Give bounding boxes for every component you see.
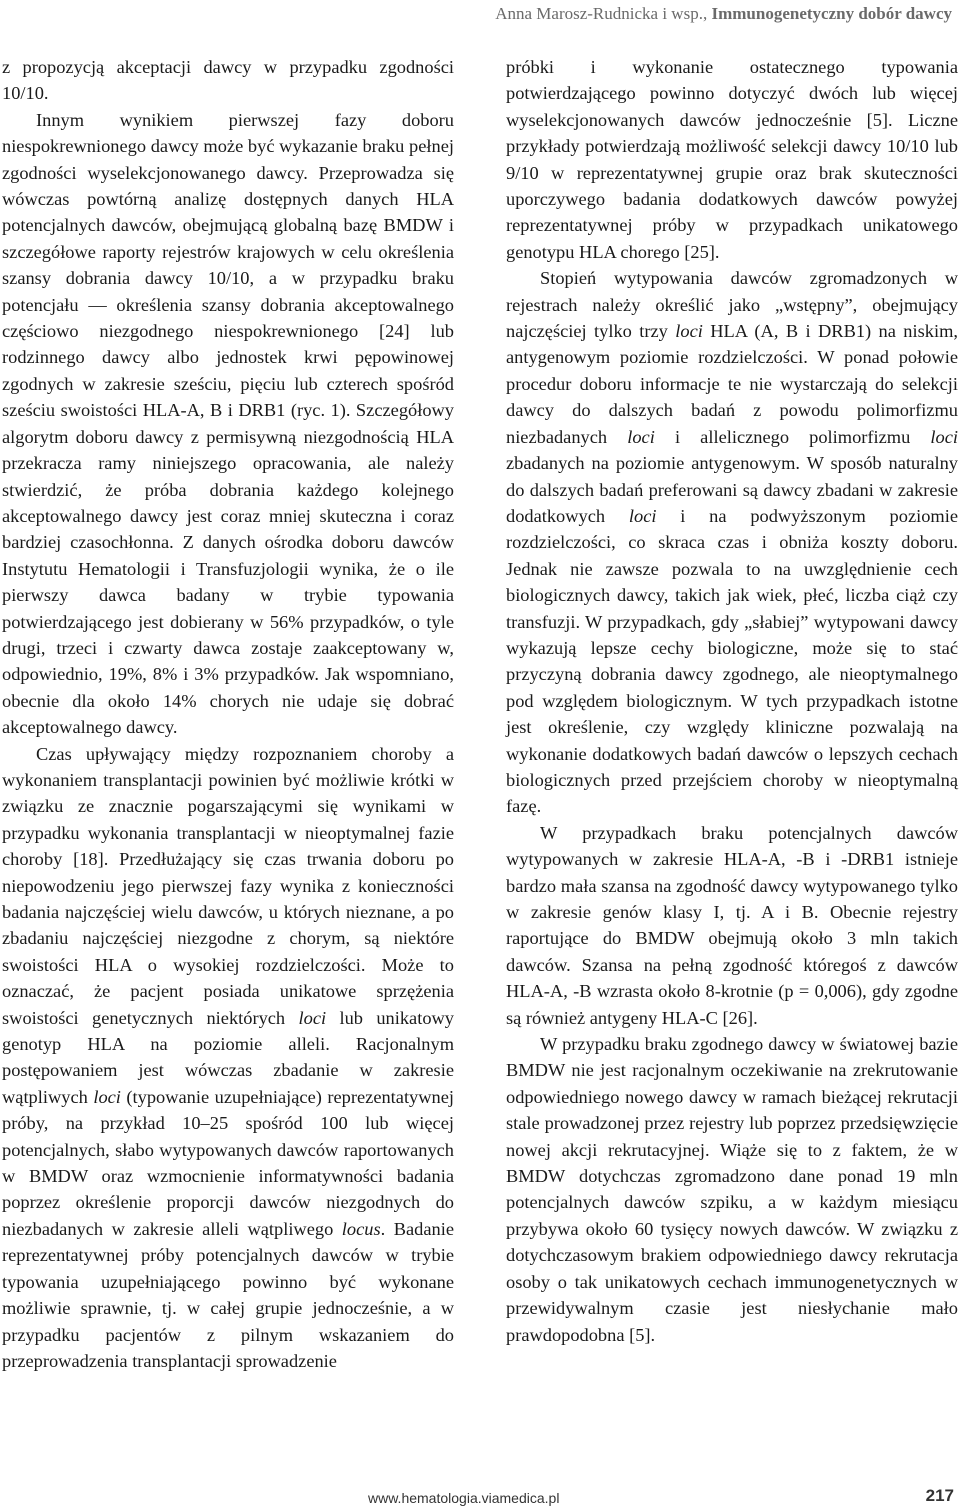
paragraph: W przypadku braku zgodnego dawcy w światowej bazie BMDW nie jest racjonalnym oczekiwanie na zrekrutowanie odpowiedniego nowego dawcy w ramach bieżącej rekrutacji stale prowadzonej przez rejestry lub poprzez przedsięwzięcie nowej akcji rekrutacyjnej. Wiąże się to z faktem, że w BMDW dotychczas zgromadzono dane ponad 19 mln potencjalnych dawców szpiku, a w każdym miesiącu przybywa około 60 tysięcy nowych dawców. W związku z dotychczasowym brakiem odpowiedniego dawcy rekrutacja osoby o tak unikatowych cechach immunogenetycznych w przewidywalnym czasie jest niesłychanie mało prawdopodobna [5]. <box>506 1034 958 1345</box>
running-head <box>495 4 952 24</box>
footer-url[interactable]: www.hematologia.viamedica.pl <box>368 1490 560 1506</box>
paragraph: z propozycją akceptacji dawcy w przypadku zgodności 10/10. <box>2 57 454 104</box>
paragraph: próbki i wykonanie ostatecznego typowania potwierdzającego powinno dotyczyć dwóch lub więcej wyselekcjonowanych dawców jednocześnie [5]. Liczne przykłady potwierdzają możliwość selekcji dawcy 10/10 lub 9/10 w reprezentatywnej grupie oraz brak skuteczności uporczywego badania dodatkowych dawców powyżej reprezentatywnej próby w przypadkach unikatowego genotypu HLA chorego [25]. <box>506 57 958 262</box>
paragraph: Czas upływający między rozpoznaniem choroby a wykonaniem transplantacji powinien być możliwie krótki w związku ze znacznie pogarszającymi się wynikami w przypadku wykonania transplantacji w nieoptymalnej fazie choroby [18]. Przedłużający się czas trwania doboru po niepowodzeniu jego pierwszej fazy wynika z konieczności badania najczęściej wielu dawców, u których nieznane, a po zbadaniu najczęściej niezgodne z chorym, są niektóre swoistości HLA o wysokiej rozdzielczości. Może to oznaczać, że pacjent posiada unikatowe sprzężenia swoistości genetycznych niektórych loci lub unikatowy genotyp HLA na poziomie alleli. Racjonalnym postępowaniem jest wówczas zbadanie w zakresie wątpliwych loci (typowanie uzupełniające) reprezentatywnej próby, na przykład 10–25 spośród 100 lub więcej potencjalnych, słabo wytypowanych dawców raportowanych w BMDW oraz wzmocnienie informatywności badania poprzez określenie proporcji dawców niezgodnych do niezbadanych w zakresie alleli wątpliwego locus. Badanie reprezentatywnej próby potencjalnych dawców w trybie typowania uzupełniającego powinno być wykonane możliwie sprawnie, tj. w całej grupie jednocześnie, a w przypadku pacjentów z pilnym wskazaniem do przeprowadzenia transplantacji sprowadzenie <box>2 743 454 1371</box>
running-head-authors: Anna Marosz-Rudnicka i wsp., <box>495 4 708 23</box>
paragraph: Innym wynikiem pierwszej fazy doboru niespokrewnionego dawcy może być wykazanie braku pełnej zgodności wyselekcjonowanego dawcy. Przeprowadza się wówczas powtórną analizę dostępnych danych HLA potencjalnych dawców, obejmującą globalną bazę BMDW i szczegółowe raporty rejestrów krajowych w celu określenia szansy dobrania dawcy 10/10, a w przypadku braku potencjału — określenia szansy dobrania akceptowalnego częściowo niezgodnego niespokrewnionego [24] lub rodzinnego dawcy albo jednostek krwi pępowinowej zgodnych w zakresie sześciu, pięciu lub czterech spośród sześciu swoistości HLA-A, B i DRB1 (ryc. 1). Szczegółowy algorytm doboru dawcy z permisywną niezgodnością HLA przekracza ramy niniejszego opracowania, ale należy stwierdzić, że próba dobrania każdego kolejnego akceptowalnego dawcy jest coraz mniej skuteczna i coraz bardziej czasochłonna. Z danych ośrodka doboru dawców Instytutu Hematologii i Transfuzjologii wynika, że o ile pierwszy dawca badany w trybie typowania potwierdzającego jest dobierany w 56% przypadków, o tyle drugi, trzeci i czwarty dawca zostaje zaakceptowany w, odpowiednio, 19%, 8% i 3% przypadków. Jak wspomniano, obecnie dla około 14% chorych nie udaje się dobrać akceptowalnego dawcy. <box>2 109 454 738</box>
left-column <box>2 54 454 1374</box>
paragraph: W przypadkach braku potencjalnych dawców wytypowanych w zakresie HLA-A, -B i -DRB1 istnieje bardzo mała szansa na zgodność dawcy wytypowanego tylko w zakresie genów klasy I, tj. A i B. Obecnie rejestry raportujące do BMDW obejmują około 3 mln takich dawców. Szansa na pełną zgodność któregoś z dawców HLA-A, -B wzrasta około 8-krotnie (p = 0,006), gdy zgodne są również antygeny HLA-C [26]. <box>506 822 958 1028</box>
paragraph: Stopień wytypowania dawców zgromadzonych w rejestrach należy określić jako „wstępny”, obejmujący najczęściej tylko trzy loci HLA (A, B i DRB1) na niskim, antygenowym poziomie rozdzielczości. W ponad połowie procedur doboru informacje te nie wystarczają do selekcji dawcy do dalszych badań z powodu polimorfizmu niezbadanych loci i allelicznego polimorfizmu loci zbadanych na poziomie antygenowym. W sposób naturalny do dalszych badań preferowani są dawcy zbadani w zakresie dodatkowych loci i na podwyższonym poziomie rozdzielczości, co skraca czas i obniża koszty doboru. Jednak nie zawsze pozwala to na uwzględnienie cech biologicznych dawcy, takich jak wiek, płeć, liczba ciąż czy transfuzji. W przypadkach, gdy „słabiej” wytypowani dawcy wykazują lepsze cechy biologiczne, może się to stać przyczyną dobrania dawcy zgodnego, ale nieoptymalnego pod względem biologicznym. W tych przypadkach istotne jest określenie, czy względy kliniczne pozwalają na wykonanie dodatkowych badań dawców o lepszych cechach biologicznych przed przejściem choroby w nieoptymalną fazę. <box>506 268 958 817</box>
running-head-title: Immunogenetyczny dobór dawcy <box>711 4 952 23</box>
right-column <box>506 54 958 1348</box>
page-number: 217 <box>925 1486 954 1505</box>
